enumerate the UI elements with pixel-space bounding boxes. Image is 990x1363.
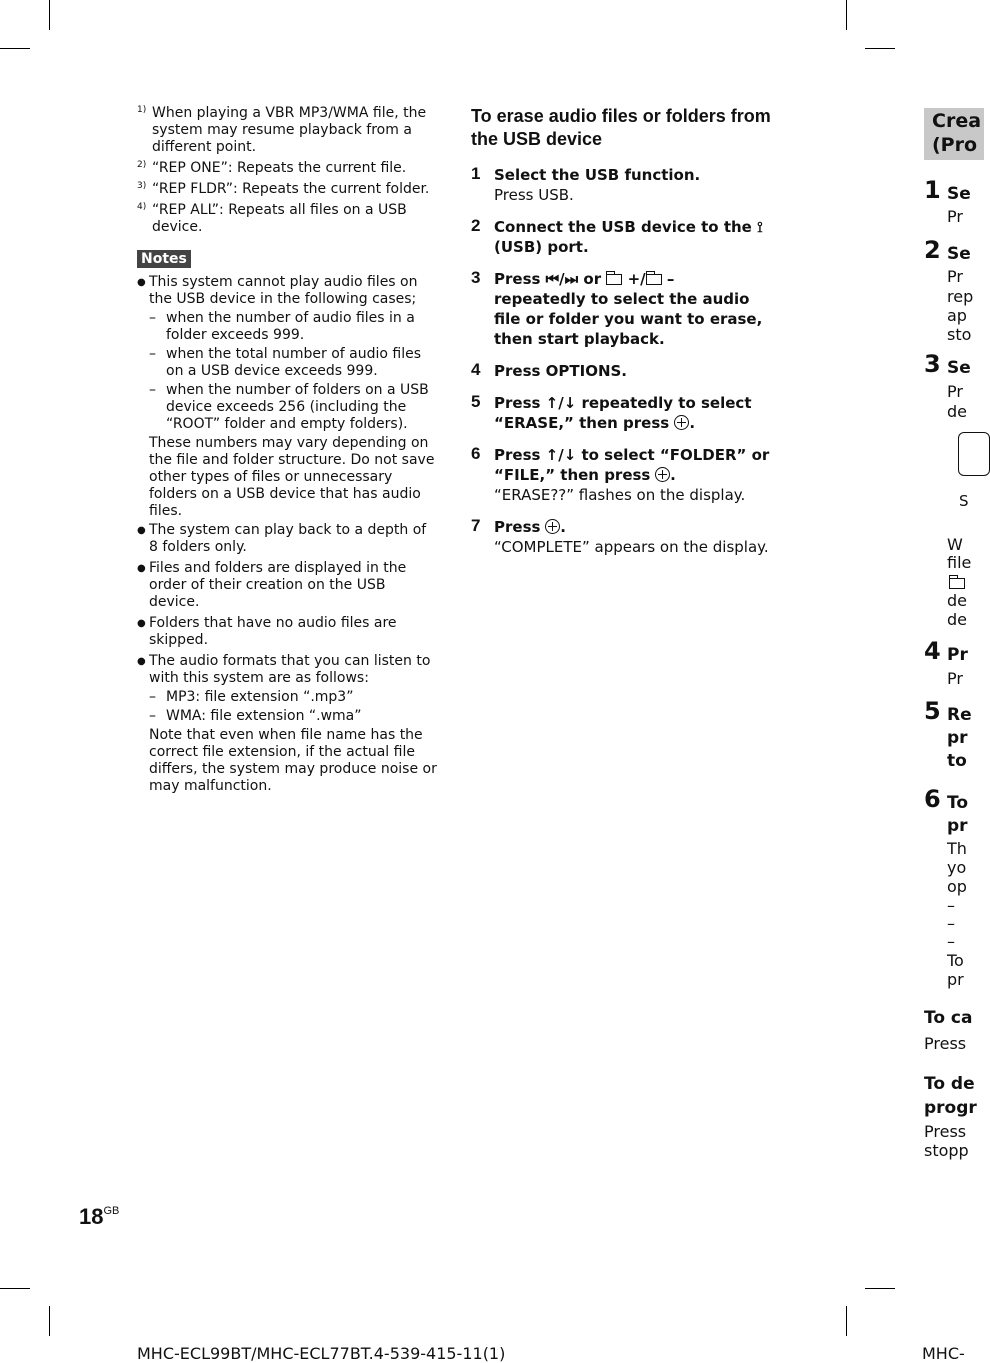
folder-icon [606,274,622,285]
note-subitem: – WMA: file extension “.wma” [149,708,362,724]
note-subitem: – MP3: file extension “.mp3” [149,689,354,705]
step-7: 7 Press . “COMPLETE” appears on the display. [471,516,769,556]
notes-badge: Notes [137,250,191,268]
note-subitem: – when the number of audio files in a folder exceeds 999. [149,310,415,343]
crop-mark [865,1288,895,1289]
enter-icon [655,467,670,482]
right-column-fragment: Crea (Pro 1 Se Pr 2 Se Pr rep ap sto 3 Se Pr de S W file de de 4 Pr Pr 5 Re pr to 6 To pr Th yo op – – – To pr To ca Press To de progr Press stopp [922,0,965,1363]
note-paragraph: These numbers may vary depending on the file and folder structure. Do not save other types of files or unnecessary folders on a USB device that has audio files. [149,435,435,519]
crop-mark [0,48,30,49]
footnote: 3) “REP FLDR”: Repeats the current folder. [137,181,430,197]
step-5: 5 Press ↑/↓ repeatedly to select “ERASE,” then press . [471,392,752,432]
bullet-icon: ● [137,656,146,667]
bullet-icon: ● [137,618,146,629]
section-heading: To erase audio files or folders from the USB device [471,106,771,149]
enter-icon [674,415,689,430]
footer-left: MHC-ECL99BT/MHC-ECL77BT.4-539-415-11(1) [137,1344,506,1363]
bullet-icon: ● [137,563,146,574]
note-item: ● This system cannot play audio files on the USB device in the following cases; [137,274,418,307]
bullet-icon: ● [137,525,146,536]
footnote: 2) “REP ONE”: Repeats the current file. [137,160,407,176]
note-subitem: – when the number of folders on a USB device exceeds 256 (including the “ROOT” folder and empty folders). [149,382,429,432]
previous-icon: ⏮ [545,270,560,288]
crop-mark [49,0,50,30]
note-paragraph: Note that even when file name has the correct file extension, if the actual file differs, the system may produce noise or may malfunction. [149,727,437,794]
footnote: 4) “REP ALL”: Repeats all files on a USB device. [137,202,407,235]
enter-icon [545,519,560,534]
folder-icon [646,274,662,285]
note-item: ● Files and folders are displayed in the order of their creation on the USB device. [137,560,407,610]
display-illustration-fragment [958,432,990,476]
step-4: 4 Press OPTIONS. [471,360,628,380]
next-icon: ⏭ [564,270,579,288]
step-3: 3 Press ⏮/⏭ or +/ – repeatedly to select the audio file or folder you want to erase, then start playback. [471,268,763,348]
middle-column [471,105,771,569]
crop-mark [0,1288,30,1289]
step-1: 1 Select the USB function. Press USB. [471,164,701,204]
crop-mark [846,1306,847,1336]
step-6: 6 Press ↑/↓ to select “FOLDER” or “FILE,” then press . “ERASE??” flashes on the display. [471,444,770,504]
note-subitem: – when the total number of audio files on a USB device exceeds 999. [149,346,422,379]
bullet-icon: ● [137,277,146,288]
crop-mark [846,0,847,30]
footnote: 1) When playing a VBR MP3/WMA file, the system may resume playback from a different point. [137,105,427,155]
footer-right: MHC- [922,1344,965,1363]
usb-icon: ⟟ [757,218,763,236]
left-column [137,105,437,797]
note-item: ● The audio formats that you can listen to with this system are as follows: [137,653,431,686]
folder-icon [949,578,965,589]
note-item: ● Folders that have no audio files are skipped. [137,615,397,648]
crop-mark [49,1306,50,1336]
page-number: $18^{GB}$ [79,1204,120,1229]
note-item: ● The system can play back to a depth of 8 folders only. [137,522,427,555]
step-2: 2 Connect the USB device to the ⟟ (USB) port. [471,216,763,256]
crop-mark [865,48,895,49]
